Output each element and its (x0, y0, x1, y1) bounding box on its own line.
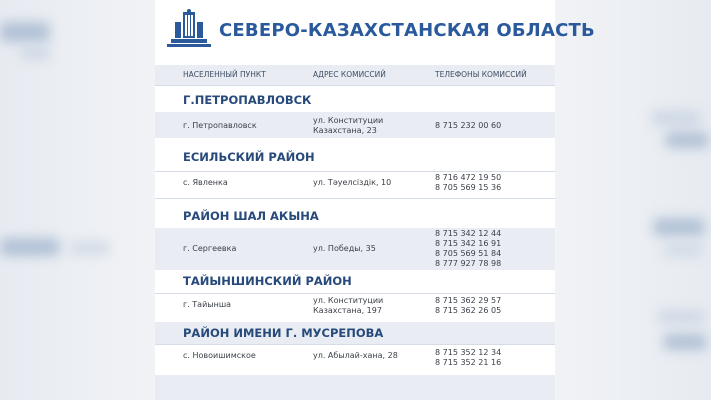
phone-number: 8 716 472 19 50 (435, 173, 502, 182)
blurred-background-left (0, 0, 160, 400)
column-header-settlement: НАСЕЛЕННЫЙ ПУНКТ (183, 70, 266, 79)
commission-card (155, 0, 595, 400)
table-row (155, 294, 555, 320)
phone-number: 8 715 232 00 60 (435, 121, 502, 130)
column-header-address: АДРЕС КОМИССИЙ (313, 70, 386, 79)
region-title: РАЙОН ИМЕНИ Г. МУСРЕПОВА (183, 326, 384, 340)
region-title: РАЙОН ШАЛ АКЫНА (183, 209, 319, 223)
blur-shape (0, 238, 60, 256)
region-title: Г.ПЕТРОПАВЛОВСК (183, 93, 312, 107)
blur-shape (70, 242, 110, 254)
phone-number: 8 715 362 26 05 (435, 306, 502, 315)
blur-shape (0, 22, 50, 42)
region-title: ЕСИЛЬСКИЙ РАЙОН (183, 150, 315, 164)
address-line: Казахстана, 197 (313, 306, 382, 315)
region-heading (155, 326, 555, 344)
phone-number: 8 777 927 78 98 (435, 259, 502, 268)
region-heading (155, 150, 555, 168)
blurred-background-right (551, 0, 711, 400)
region-heading (155, 93, 555, 111)
blur-shape (20, 46, 50, 60)
table-header (155, 65, 555, 86)
address-line: ул. Победы, 35 (313, 244, 376, 253)
phone-number: 8 715 342 12 44 (435, 229, 502, 238)
settlement-cell: с. Новоишимское (183, 351, 256, 360)
address-line: Казахстана, 23 (313, 126, 377, 135)
region-title: ТАЙЫНШИНСКИЙ РАЙОН (183, 274, 352, 288)
address-line: ул. Конституции (313, 296, 384, 305)
phone-number: 8 715 362 29 57 (435, 296, 502, 305)
phone-number: 8 705 569 51 84 (435, 249, 502, 258)
address-line: ул. Абылай-хана, 28 (313, 351, 398, 360)
blur-shape (653, 218, 705, 236)
settlement-cell: г. Тайынша (183, 300, 232, 309)
phone-number: 8 715 342 16 91 (435, 239, 502, 248)
table-row (155, 228, 555, 270)
blur-shape (663, 334, 707, 350)
settlement-cell: г. Сергеевка (183, 244, 237, 253)
blur-shape (651, 110, 701, 126)
region-heading (155, 274, 555, 292)
column-header-phones: ТЕЛЕФОНЫ КОМИССИЙ (435, 70, 527, 79)
table-row (155, 345, 555, 373)
divider (155, 198, 555, 199)
phone-number: 8 705 569 15 36 (435, 183, 502, 192)
table-row (155, 172, 555, 198)
table-footer-band (155, 375, 555, 400)
settlement-cell: с. Явленка (183, 178, 228, 187)
blur-shape (657, 310, 705, 324)
phone-number: 8 715 352 21 16 (435, 358, 502, 367)
address-line: ул. Тәуелсіздік, 10 (313, 178, 392, 187)
card-header (155, 0, 595, 62)
blur-shape (663, 244, 703, 256)
page-title: СЕВЕРО-КАЗАХСТАНСКАЯ ОБЛАСТЬ (219, 20, 595, 41)
phone-number: 8 715 352 12 34 (435, 348, 502, 357)
blur-shape (665, 132, 709, 148)
table-row (155, 112, 555, 138)
settlement-cell: г. Петропавловск (183, 121, 257, 130)
region-heading (155, 209, 555, 227)
address-line: ул. Конституции (313, 116, 384, 125)
building-emblem-icon (165, 8, 213, 48)
